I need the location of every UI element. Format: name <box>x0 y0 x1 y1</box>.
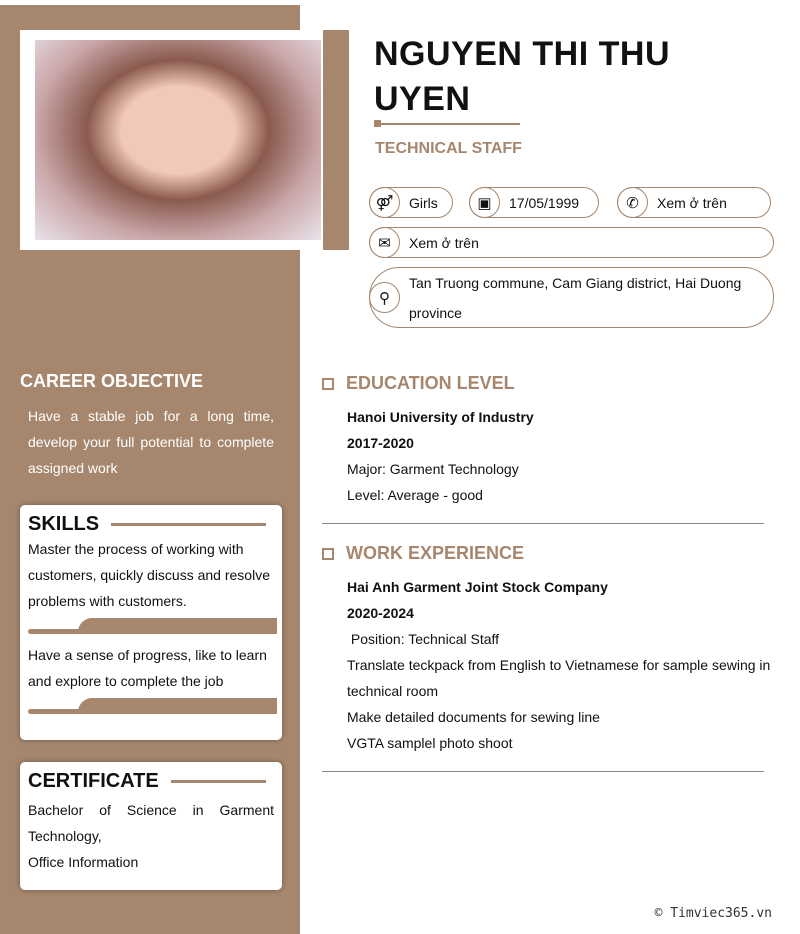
accent-bar <box>323 30 349 250</box>
phone-icon: ✆ <box>617 187 648 218</box>
skill-bar <box>28 698 277 714</box>
education-heading <box>322 373 515 394</box>
career-text: Have a stable job for a long time, develop your full potential to complete assigned work <box>28 408 274 476</box>
duty: VGTA samplel photo shoot <box>347 735 513 751</box>
address-field <box>369 267 774 328</box>
certificate-card <box>20 762 282 890</box>
footer-watermark: © Timviec365.vn <box>654 906 772 921</box>
email-field <box>369 227 774 258</box>
duty: Make detailed documents for sewing line <box>347 709 600 725</box>
email-value: Xem ở trên <box>409 234 479 251</box>
gender-field <box>369 187 453 218</box>
work-body <box>347 574 777 756</box>
education-body <box>347 404 777 508</box>
email-icon: ✉ <box>369 227 400 258</box>
job-title: TECHNICAL STAFF <box>375 140 522 157</box>
divider <box>322 771 764 772</box>
skill-item: Master the process of working with customers, quickly discuss and resolve problems with customers. <box>28 541 270 609</box>
position: Position: Technical Staff <box>347 631 500 647</box>
work-years: 2020-2024 <box>347 605 414 621</box>
work-heading <box>322 543 524 564</box>
company: Hai Anh Garment Joint Stock Company <box>347 579 608 595</box>
birthday-field <box>469 187 599 218</box>
heading-line <box>171 780 266 783</box>
square-icon <box>322 548 334 560</box>
gender-value: Girls <box>409 194 438 211</box>
skills-heading: SKILLS <box>28 513 100 535</box>
education-years: 2017-2020 <box>347 435 414 451</box>
skill-bar <box>28 618 277 634</box>
skills-card <box>20 505 282 740</box>
gender-icon: ⚤ <box>369 187 400 218</box>
phone-value: Xem ở trên <box>657 194 727 211</box>
divider <box>322 523 764 524</box>
location-icon: ⚲ <box>369 282 400 313</box>
divider <box>374 123 520 125</box>
level: Level: Average - good <box>347 487 483 503</box>
heading-line <box>111 523 266 526</box>
duty: Translate teckpack from English to Vietnamese for sample sewing in technical room <box>347 657 771 699</box>
certificate-heading: CERTIFICATE <box>28 770 159 792</box>
certificate-item: Bachelor of Science in Garment Technology, <box>28 802 274 844</box>
calendar-icon: ▣ <box>469 187 500 218</box>
major: Major: Garment Technology <box>347 461 519 477</box>
phone-field <box>617 187 771 218</box>
birthday-value: 17/05/1999 <box>509 194 580 211</box>
skill-item: Have a sense of progress, like to learn and explore to complete the job <box>28 647 267 689</box>
address-value: Tan Truong commune, Cam Giang district, Hai Duong province <box>409 274 742 321</box>
career-heading: CAREER OBJECTIVE <box>20 371 204 391</box>
candidate-name: NGUYEN THI THU UYEN <box>374 35 670 118</box>
school: Hanoi University of Industry <box>347 409 534 425</box>
certificate-item: Office Information <box>28 854 139 870</box>
work-heading-text: WORK EXPERIENCE <box>346 543 525 563</box>
education-heading-text: EDUCATION LEVEL <box>346 373 515 393</box>
square-icon <box>322 378 334 390</box>
profile-photo <box>35 40 321 240</box>
